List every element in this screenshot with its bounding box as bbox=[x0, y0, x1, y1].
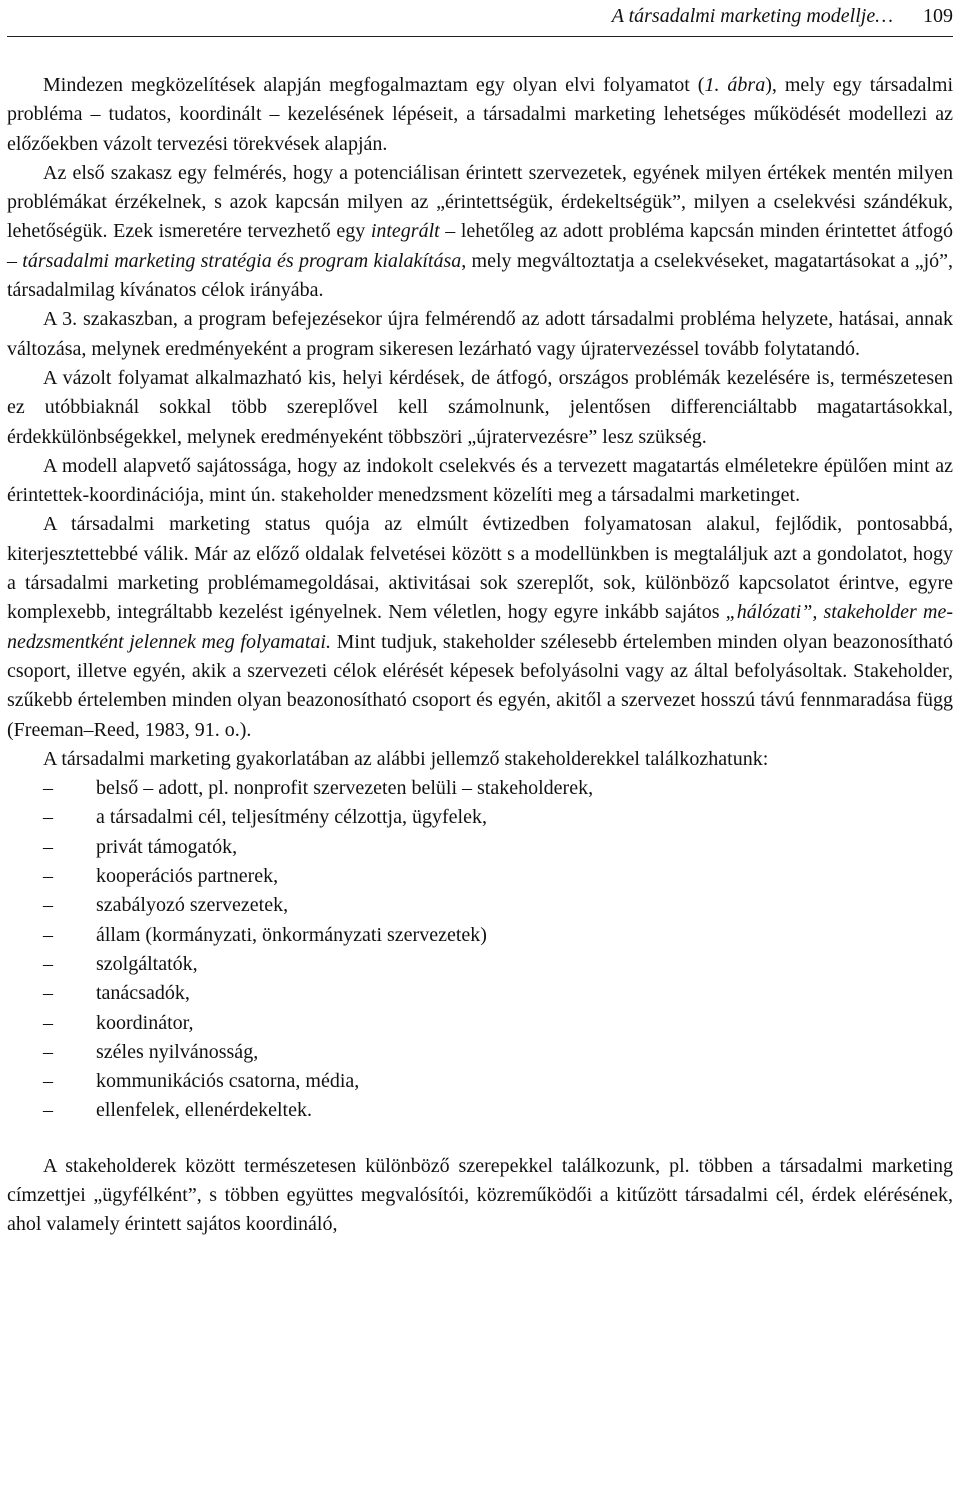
list-item bbox=[7, 891, 953, 920]
running-header bbox=[7, 0, 953, 37]
list-item-text: kommunikációs csatorna, média, bbox=[96, 1070, 360, 1093]
emphasis-halozati: „hálózati”, stakeholder menedzsmentként jelennek meg folyamatai. bbox=[7, 601, 953, 653]
list-item-text: szolgáltatók, bbox=[96, 952, 198, 975]
list-item bbox=[7, 950, 953, 979]
dash-bullet: – bbox=[43, 923, 53, 946]
list-item bbox=[7, 921, 953, 950]
paragraph-5: A modell alapvető sajátossága, hogy az indokolt cselekvés és a tervezett magatartás elméletekre épülően mint az érintettek-koordinációja, mint ún. stakeholder menedzsment közelíti meg a társadalmi marketinget. bbox=[7, 454, 953, 507]
list-item-text: kooperációs partnerek, bbox=[96, 865, 279, 888]
paragraph-6-text-a: A társadalmi marketing status quója az elmúlt évtizedben folyamatosan alakul, fejlődik, pontosabbá, kiterjesztettebbé válik. Már az előző oldalak felvetései között s a modellünkben is megtaláljuk azt a gondolatot, hogy a társadalmi marketing problémamegoldásai, aktivitásai sok szereplőt, sok, különböző kapcsolatot érintve, egyre komplexebb, integráltabb kezelést igényelnek. Nem véletlen, hogy egyre inkább sajátos bbox=[7, 513, 953, 624]
list-item bbox=[7, 833, 953, 862]
running-title: A társadalmi marketing modellje… bbox=[611, 5, 893, 27]
list-item-text: állam (kormányzati, önkormányzati szervezetek) bbox=[96, 923, 487, 946]
dash-bullet: – bbox=[43, 894, 53, 917]
list-item-text: privát támogatók, bbox=[96, 835, 238, 858]
paragraph-8: A stakeholderek között természetesen különböző szerepekkel találkozunk, pl. többen a társadalmi marketing címzettjei „ügyfélként”, s többen együttes megvalósítói, közreműködői a kitűzött társadalmi cél, érdek elérésének, ahol valamely érintett sajátos koordináló, bbox=[7, 1154, 953, 1236]
paragraph-1 bbox=[7, 71, 953, 159]
paragraph-1-text-a: Mindezen megközelítések alapján megfogalmaztam egy olyan elvi folyamatot ( bbox=[43, 74, 705, 96]
dash-bullet: – bbox=[43, 1040, 53, 1063]
list-item bbox=[7, 774, 953, 803]
list-item-text: belső – adott, pl. nonprofit szervezeten belüli – stakeholderek, bbox=[96, 777, 594, 800]
figure-reference: 1. ábra bbox=[704, 74, 766, 96]
dash-bullet: – bbox=[43, 1011, 53, 1034]
paragraph-1-text-c: ), mely egy társadalmi probléma – tudatos, koordinált – kezelésének lépéseit, a társadalmi marketing lehetséges működését modellezi az előzőekben vázolt tervezési törekvések alapján. bbox=[7, 74, 954, 155]
dash-bullet: – bbox=[43, 835, 53, 858]
list-item-text: szabályozó szervezetek, bbox=[96, 894, 289, 917]
paragraph-6 bbox=[7, 510, 953, 744]
list-item bbox=[7, 1096, 953, 1125]
emphasis-strategia: társadalmi marketing stratégia és program kialakítása bbox=[22, 249, 462, 272]
dash-bullet: – bbox=[43, 1099, 53, 1122]
dash-bullet: – bbox=[43, 1070, 53, 1093]
list-item-text: ellenfelek, ellenérdekeltek. bbox=[96, 1099, 312, 1122]
list-item-text: széles nyilvánosság, bbox=[96, 1040, 259, 1063]
paragraph-3: A 3. szakaszban, a program befejezésekor újra felmérendő az adott társadalmi probléma helyzete, hatásai, annak változása, melynek eredményeként a program sikeresen lezárható vagy újratervezéssel tovább folytatandó. bbox=[7, 308, 953, 360]
dash-bullet: – bbox=[43, 952, 53, 975]
paragraph-2-text-e: , mely megváltoztatja a cselekvéseket, magatartásokat a „jó”, társadalmilag kívánatos célok irányába. bbox=[7, 249, 954, 302]
paragraph-2 bbox=[7, 159, 953, 305]
list-item bbox=[7, 1067, 953, 1096]
paragraph-7: A társadalmi marketing gyakorlatában az alábbi jellemző stakeholderekkel találkozhatunk: bbox=[43, 747, 769, 770]
paragraph-2-text-a: Az első szakasz egy felmérés, hogy a potenciálisan érintett szervezetek, egyének milyen értékek mentén milyen problémákat érzékelnek, s azok kapcsán milyen az „érintettségük, érdekeltségük”, milyen a cselekvési szándékuk, lehetőségük. Ezek ismeretére tervezhető egy bbox=[7, 161, 953, 243]
list-item bbox=[7, 862, 953, 891]
list-spacer bbox=[7, 1126, 953, 1152]
list-item-text: koordinátor, bbox=[96, 1011, 194, 1034]
list-item-text: tanácsadók, bbox=[96, 982, 190, 1005]
document-page bbox=[7, 0, 953, 1240]
list-item bbox=[7, 1009, 953, 1038]
paragraph-4: A vázolt folyamat alkalmazható kis, helyi kérdések, de átfogó, országos problémák kezelésére is, természetesen ez utóbbiaknál sokkal több szereplővel kell számolnunk, jelentősen differenciáltabb magatartásokkal, érdekkülönbségekkel, melynek eredményeként többszöri „újratervezésre” lesz szükség. bbox=[7, 366, 953, 448]
list-item-text: a társadalmi cél, teljesítmény célzottja, ügyfelek, bbox=[96, 806, 487, 829]
list-item bbox=[7, 979, 953, 1008]
page-number: 109 bbox=[923, 5, 953, 27]
dash-bullet: – bbox=[43, 777, 53, 800]
list-item bbox=[7, 1038, 953, 1067]
dash-bullet: – bbox=[43, 982, 53, 1005]
stakeholder-list bbox=[7, 774, 953, 1126]
emphasis-integralt: integrált bbox=[370, 220, 440, 243]
body-text bbox=[7, 71, 953, 1240]
paragraph-2-text-c: – lehetőleg az adott probléma kapcsán minden érintettet átfogó – bbox=[7, 220, 954, 272]
dash-bullet: – bbox=[43, 806, 53, 829]
dash-bullet: – bbox=[43, 865, 53, 888]
paragraph-6-text-c: Mint tudjuk, stakeholder szélesebb értelemben minden olyan beazonosítható csoport, illetve egyén, akik a szervezeti célok elérését képesek befolyásolni vagy az által befolyásoltak. Stakeholder, szűkebb értelemben minden olyan beazonosítható csoport és egyén, akitől a szervezet hosszú távú fennmaradása függ (Freeman–Reed, 1983, 91. o.). bbox=[7, 630, 953, 741]
list-item bbox=[7, 803, 953, 832]
